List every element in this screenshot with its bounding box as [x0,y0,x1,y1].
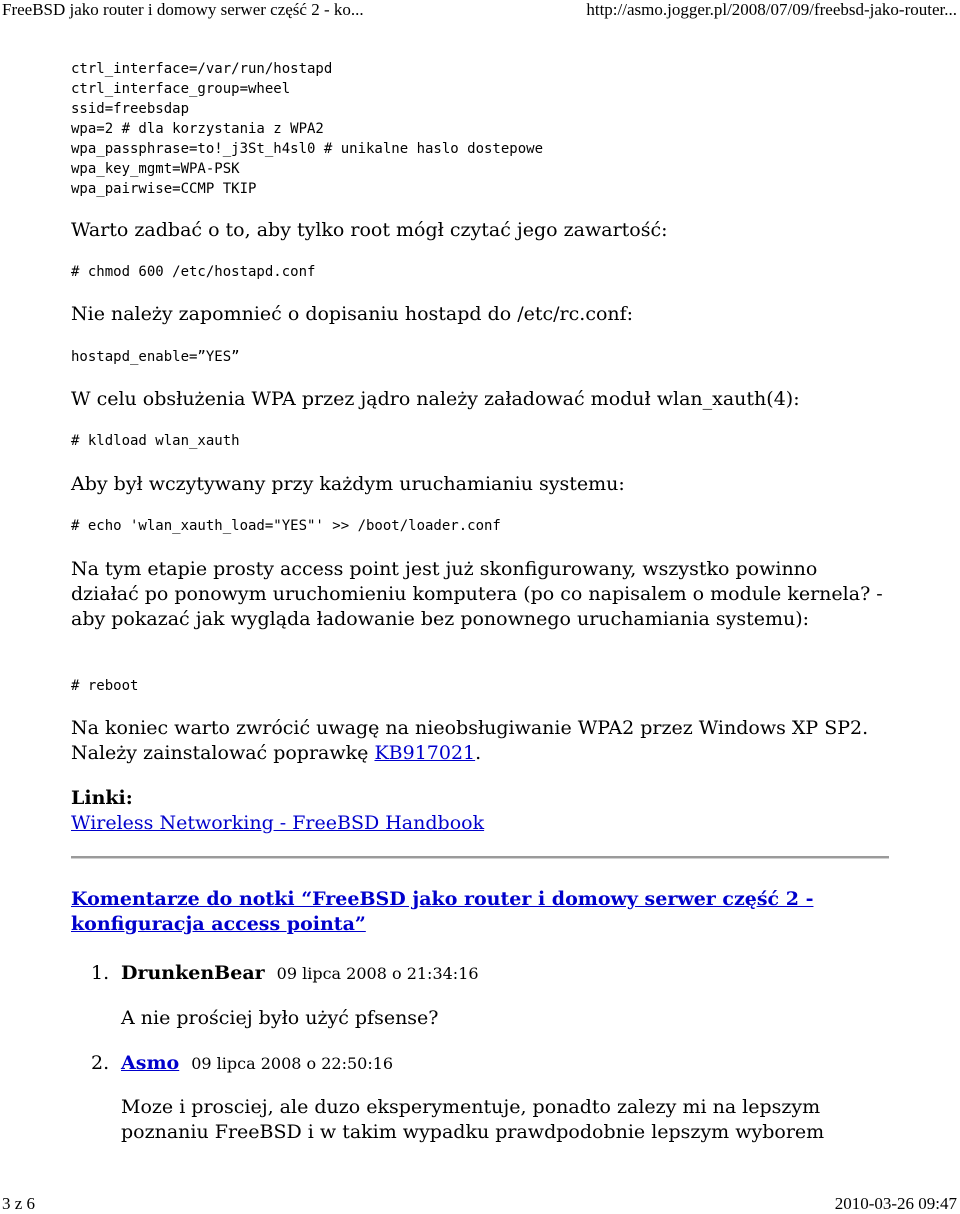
windows-xp-trailing: . [475,742,482,764]
comment-header [121,1051,393,1076]
comment-author-link[interactable]: Asmo [121,1052,180,1074]
loader-command: # echo 'wlan_xauth_load="YES"' >> /boot/loader.conf [71,518,501,534]
print-footer [0,1194,960,1214]
chmod-intro-text: Warto zadbać o to, aby tylko root mógł czytać jego zawartość: [71,219,668,241]
kldload-command: # kldload wlan_xauth [71,433,240,449]
kb917021-link[interactable]: KB917021 [374,742,476,764]
print-datetime: 2010-03-26 09:47 [834,1194,957,1213]
reboot-command: # reboot [71,678,139,694]
comment-date: 09 lipca 2008 o 22:50:16 [191,1054,394,1073]
comment-author: DrunkenBear [121,962,265,984]
rcconf-intro-text: Nie należy zapomnieć o dopisaniu hostapd do /etc/rc.conf: [71,303,634,325]
freebsd-handbook-link[interactable]: Wireless Networking - FreeBSD Handbook [71,812,485,834]
comments-title [71,887,891,937]
section-divider [71,856,889,859]
windows-xp-text: Na koniec warto zwrócić uwagę na nieobsługiwanie WPA2 przez Windows XP SP2. Należy zainstalować poprawkę [71,717,869,764]
page-url: http://asmo.jogger.pl/2008/07/09/freebsd-jako-router... [586,0,957,19]
hostapd-config-block: ctrl_interface=/var/run/hostapd ctrl_interface_group=wheel ssid=freebsdap wpa=2 # dla korzystania z WPA2 wpa_passphrase=to!_j3St_h4sl0 # unikalne haslo dostepowe wpa_key_mgmt=WPA-PSK wpa_pairwise=CCMP TKIP [71,61,544,197]
comment-header [121,961,479,986]
links-list [71,811,891,836]
comments-title-link[interactable]: Komentarze do notki “FreeBSD jako router i domowy serwer część 2 - konfiguracja access pointa” [71,888,814,935]
summary-paragraph: Na tym etapie prosty access point jest już skonfigurowany, wszystko powinno działać po ponowym uruchomieniu komputera (po co napisalem o module kernela? - aby pokazać jak wygląda ładowanie bez ponownego uruchamiania systemu): [71,558,883,630]
windows-xp-paragraph [71,716,891,766]
loader-intro-text: Aby był wczytywany przy każdym uruchamianiu systemu: [71,473,625,495]
page-title: FreeBSD jako router i domowy serwer część 2 - ko... [2,0,364,19]
page-counter: 3 z 6 [2,1194,36,1213]
comment-number: 2. [91,1052,110,1074]
comment-number: 1. [91,962,110,984]
kldload-intro-text: W celu obsłużenia WPA przez jądro należy załadować moduł wlan_xauth(4): [71,388,800,410]
comment-date: 09 lipca 2008 o 21:34:16 [276,964,479,983]
comment-text: Moze i prosciej, ale duzo eksperymentuje, ponadto zalezy mi na lepszym poznaniu FreeBSD i w takim wypadku prawdpodobnie lepszym wyborem [121,1096,825,1143]
links-heading: Linki: [71,787,133,809]
print-header [0,0,960,22]
chmod-command: # chmod 600 /etc/hostapd.conf [71,264,316,280]
rcconf-line: hostapd_enable=”YES” [71,349,240,365]
comment-text: A nie prościej było użyć pfsense? [121,1007,439,1029]
